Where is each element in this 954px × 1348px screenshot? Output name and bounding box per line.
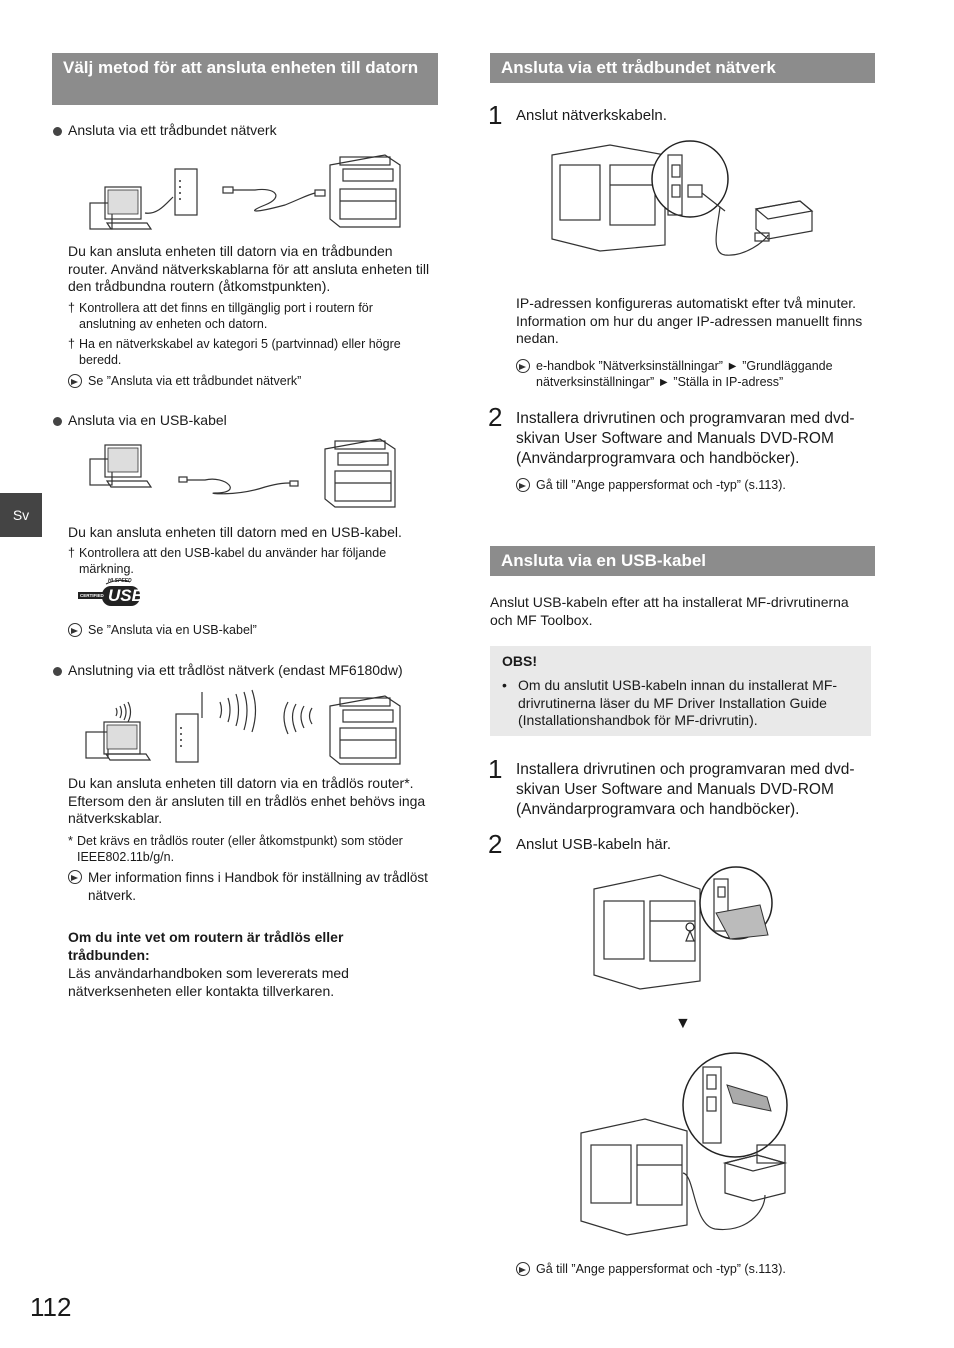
wired-note-2: Ha en nätverkskabel av kategori 5 (partvinnad) eller högre beredd. bbox=[79, 337, 401, 367]
note-mark: * bbox=[68, 834, 73, 848]
usb-port-location-illustration bbox=[590, 865, 790, 995]
ip-address-info: IP-adressen konfigureras automatiskt efter två minuter. Information om hur du anger IP-adressen manuellt finns nedan. bbox=[516, 295, 863, 346]
usb-description: Du kan ansluta enheten till datorn med en USB-kabel. bbox=[68, 524, 402, 540]
reference-arrow-icon bbox=[516, 1262, 530, 1276]
usb-step-2: Anslut USB-kabeln här. bbox=[516, 836, 672, 853]
bullet-dot bbox=[53, 417, 62, 426]
wireless-network-illustration bbox=[80, 688, 410, 768]
router-unsure-text: Läs användarhandboken som levererats med nätverksenheten eller kontakta tillverkaren. bbox=[68, 965, 349, 999]
step-number: 2 bbox=[488, 829, 503, 859]
wireless-note: Det krävs en trådlös router (eller åtkomstpunkt) som stöder IEEE802.11b/g/n. bbox=[77, 834, 403, 864]
paper-settings-reference-link[interactable]: Gå till ”Ange pappersformat och -typ” (s.113). bbox=[536, 1262, 786, 1276]
bullet-dot bbox=[53, 127, 62, 136]
wired-reference-link[interactable]: Se ”Ansluta via ett trådbundet nätverk” bbox=[88, 374, 302, 388]
logo-top-text: HI-SPEED bbox=[108, 578, 132, 584]
bullet-wireless: Anslutning via ett trådlöst nätverk (endast MF6180dw) bbox=[68, 662, 403, 678]
ip-settings-reference-link[interactable]: e-handbok ”Nätverksinställningar” ► ”Grundläggande nätverksinställningar” ► ”Ställa in IP-adress” bbox=[536, 359, 833, 389]
logo-main-text: USB bbox=[108, 586, 144, 605]
reference-arrow-icon bbox=[68, 870, 82, 884]
reference-arrow-icon bbox=[516, 359, 530, 373]
down-arrow-indicator: ▼ bbox=[675, 1015, 691, 1032]
logo-side-text: CERTIFIED bbox=[80, 593, 104, 598]
wired-step-2: Installera drivrutinen och programvaran med dvd-skivan User Software and Manuals DVD-ROM (Användarprogramvara och handböcker). bbox=[516, 410, 855, 467]
obs-title: OBS! bbox=[502, 653, 537, 669]
note-mark: † bbox=[68, 301, 75, 315]
language-tab: Sv bbox=[0, 493, 42, 537]
wired-step-1: Anslut nätverkskabeln. bbox=[516, 107, 667, 124]
reference-arrow-icon bbox=[516, 478, 530, 492]
wireless-reference-link[interactable]: Mer information finns i Handbok för inställning av trådlöst nätverk. bbox=[88, 870, 428, 903]
router-unsure-heading: Om du inte vet om routern är trådlös eller trådbunden: bbox=[68, 929, 344, 963]
wired-network-illustration bbox=[85, 145, 405, 235]
usb-cable-connection-illustration bbox=[575, 1045, 800, 1245]
obs-text: Om du anslutit USB-kabeln innan du installerat MF-drivrutinerna läser du MF Driver Installation Guide (Installationshandbok för MF-drivrutin). bbox=[518, 677, 838, 728]
usb-intro: Anslut USB-kabeln efter att ha installerat MF-drivrutinerna och MF Toolbox. bbox=[490, 594, 849, 628]
page-number: 112 bbox=[30, 1292, 72, 1322]
bullet-wired: Ansluta via ett trådbundet nätverk bbox=[68, 122, 277, 138]
network-cable-connection-illustration bbox=[550, 135, 820, 265]
step-number: 2 bbox=[488, 402, 503, 432]
bullet-dot bbox=[53, 667, 62, 676]
reference-arrow-icon bbox=[68, 623, 82, 637]
section-heading-choose-method: Välj metod för att ansluta enheten till datorn bbox=[52, 53, 438, 105]
wired-description: Du kan ansluta enheten till datorn via en trådbunden router. Använd nätverkskablarna för att ansluta enheten till den trådbundna routern (åtkomstpunkten). bbox=[68, 243, 430, 294]
hi-speed-usb-logo bbox=[78, 578, 142, 608]
usb-connection-illustration bbox=[85, 435, 405, 515]
note-mark: † bbox=[68, 337, 75, 351]
reference-arrow-icon bbox=[68, 374, 82, 388]
wireless-description: Du kan ansluta enheten till datorn via en trådlös router*. Eftersom den är ansluten till en trådlös enhet behövs inga nätverkskablar. bbox=[68, 775, 426, 826]
paper-settings-reference-link[interactable]: Gå till ”Ange pappersformat och -typ” (s.113). bbox=[536, 478, 786, 492]
note-mark: † bbox=[68, 546, 75, 560]
step-number: 1 bbox=[488, 754, 503, 784]
usb-note: Kontrollera att den USB-kabel du använder har följande märkning. bbox=[79, 546, 387, 576]
usb-step-1: Installera drivrutinen och programvaran med dvd-skivan User Software and Manuals DVD-ROM (Användarprogramvara och handböcker). bbox=[516, 761, 855, 818]
section-heading-usb: Ansluta via en USB-kabel bbox=[490, 546, 875, 576]
obs-bullet: • bbox=[502, 677, 507, 693]
step-number: 1 bbox=[488, 100, 503, 130]
usb-reference-link[interactable]: Se ”Ansluta via en USB-kabel” bbox=[88, 623, 257, 637]
bullet-usb: Ansluta via en USB-kabel bbox=[68, 412, 227, 428]
wired-note-1: Kontrollera att det finns en tillgänglig port i routern för anslutning av enheten och datorn. bbox=[79, 301, 373, 331]
section-heading-wired: Ansluta via ett trådbundet nätverk bbox=[490, 53, 875, 83]
